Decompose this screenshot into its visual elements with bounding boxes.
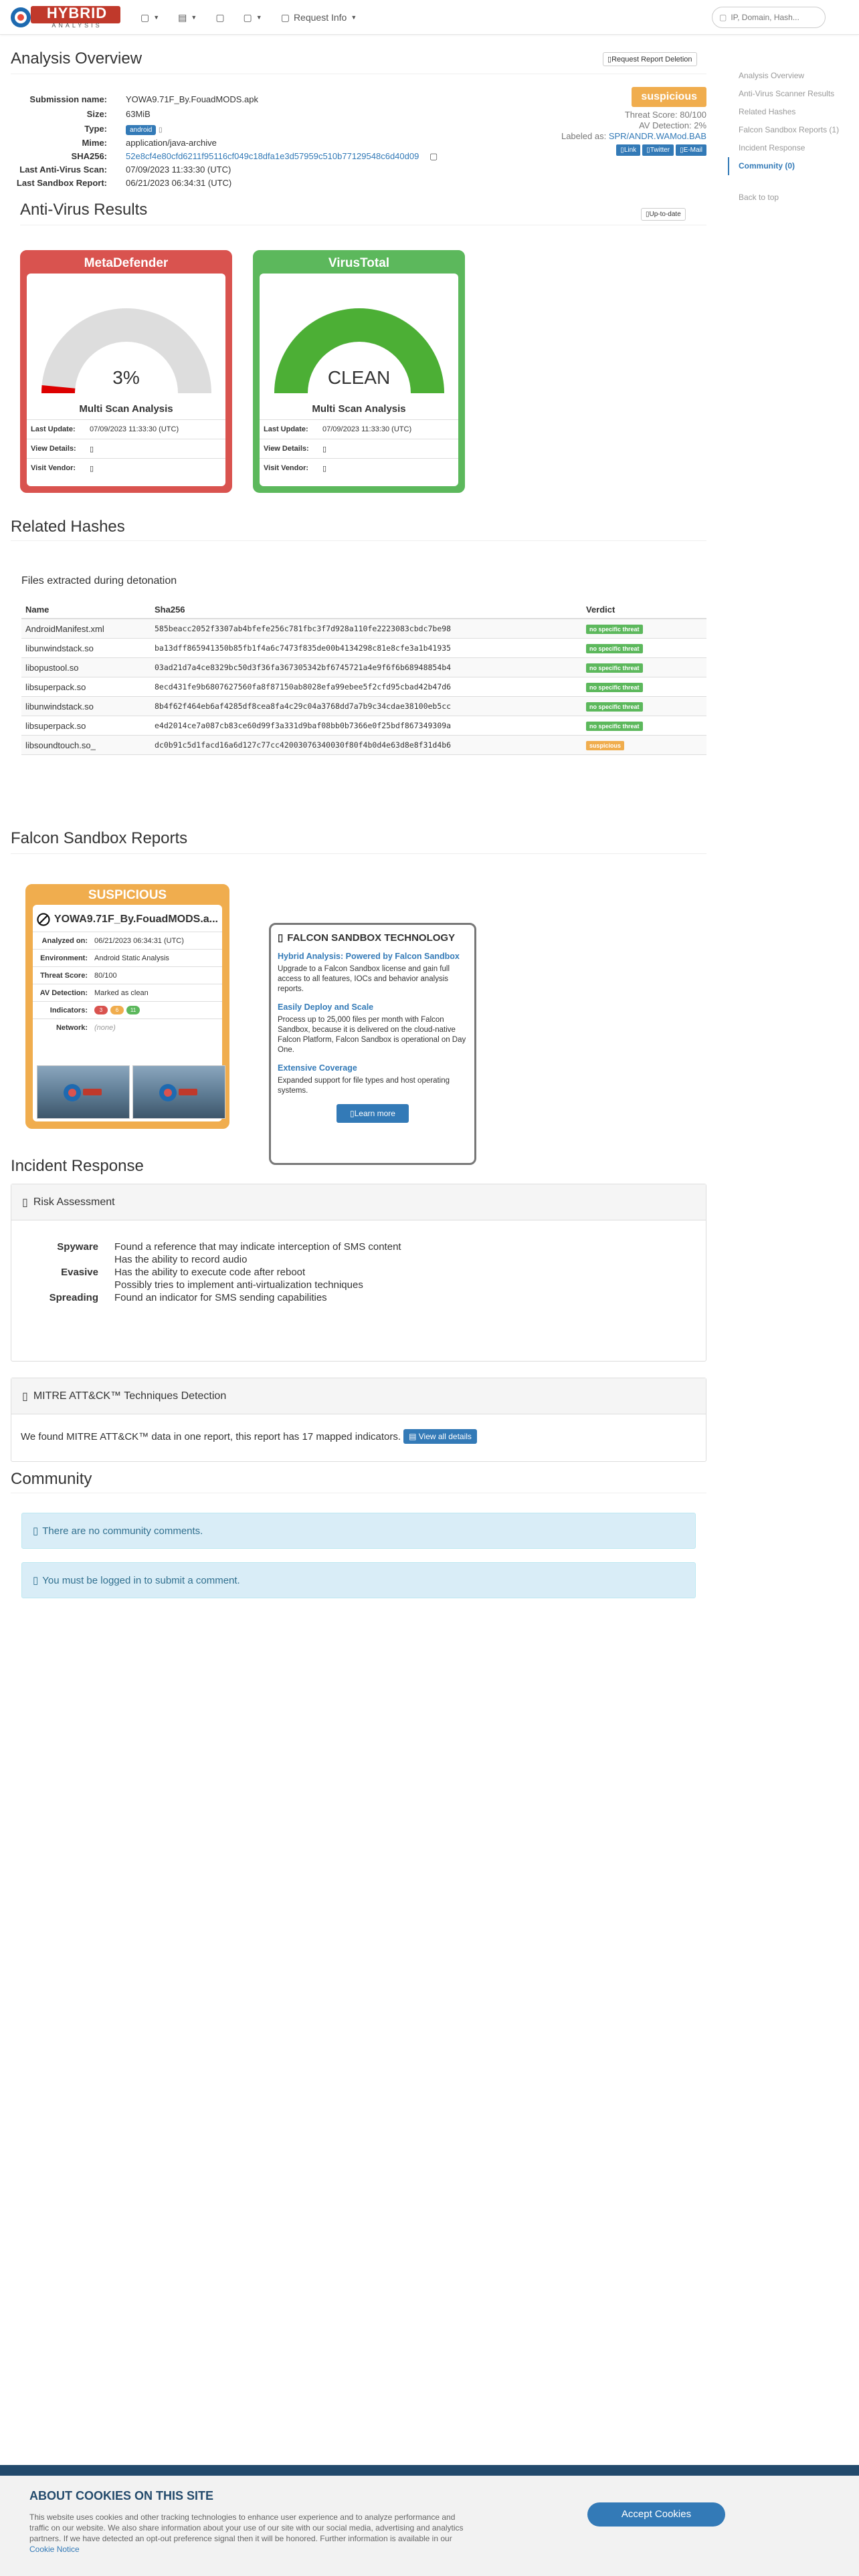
section-nav-related-hashes[interactable]: Related Hashes [739,107,796,116]
external-link-icon[interactable]: ▯ [90,464,94,473]
last-update-row [27,419,225,439]
nav-list-menu[interactable] [178,12,197,23]
up-to-date-label: Up-to-date [649,211,681,218]
field-value: application/java-archive [126,138,217,148]
risk-items [114,1291,327,1304]
extracted-files-subtitle: Files extracted during detonation [21,575,177,586]
section-nav-falcon-reports[interactable]: Falcon Sandbox Reports (1) [739,125,840,134]
falcon-row [33,932,222,950]
learn-more-label: Learn more [354,1109,395,1118]
av-card-details [27,419,225,477]
screenshot-thumbnail[interactable] [37,1065,130,1119]
share-email-label: E-Mail [683,146,702,154]
field-label: Type: [84,124,107,134]
visit-vendor-label: Visit Vendor: [31,464,76,472]
table-row [21,716,706,736]
verdict-label: no specific threat [586,722,643,731]
file-sha256[interactable]: 8ecd431fe9b6807627560fa8f87150ab8028efa99ebee5f2cfd95cbad42b47d6 [155,682,452,691]
no-comments-alert [21,1513,696,1549]
field-value [126,150,438,163]
field-value: 63MiB [126,109,151,119]
file-sha256[interactable]: ba13dff865941350b85fb1f4a6c7473f835de00b4134298c81e8cfe3a1b41935 [155,643,452,653]
file-name: libsuperpack.so [25,681,86,692]
file-sha256[interactable]: e4d2014ce7a087cb83ce60d99f3a331d9baf08bb0b7366e0f25bdf867349309a [155,721,452,730]
field-sha256 [11,150,492,163]
falcon-technology-card [269,923,476,1165]
suspicious-indicator-count: 6 [110,1006,124,1014]
risk-row-evasive [11,1266,706,1291]
overview-fields [11,92,492,190]
risk-row-spreading [11,1291,706,1304]
field-mime [11,136,492,150]
field-size [11,107,492,122]
share-twitter-label: Twitter [650,146,670,154]
view-details-row [260,439,458,458]
tech-section-heading: Hybrid Analysis: Powered by Falcon Sandbox [278,952,460,961]
gauge-value: CLEAN [327,367,391,388]
av-card-title: MetaDefender [84,256,169,270]
table-row [21,658,706,677]
share-twitter-button[interactable] [642,144,674,156]
panel-header[interactable] [11,1378,706,1414]
info-icon: ▢ [280,11,290,23]
file-name: AndroidManifest.xml [25,623,104,634]
risk-assessment-panel [11,1184,706,1362]
falcon-row-label: Threat Score: [40,971,88,980]
type-badge: android [126,125,156,135]
incident-response-title: Incident Response [11,1157,144,1175]
info-icon[interactable]: ▯ [158,126,163,134]
refresh-icon: ▯ [646,211,650,218]
view-all-details-button[interactable] [403,1429,477,1444]
av-card-title: VirusTotal [328,256,390,270]
tech-section-text: Upgrade to a Falcon Sandbox license and gain full access to all features, IOCs and behavior analysis reports. [278,965,450,993]
risk-item: Has the ability to record audio [114,1254,248,1265]
av-card-subtitle: Multi Scan Analysis [79,403,173,415]
table-row [21,697,706,716]
list-icon: ▯ [22,1390,28,1402]
column-header-sha256: Sha256 [155,604,185,615]
field-last-av-scan [11,163,492,177]
falcon-row-value: (none) [94,1024,116,1032]
malicious-indicator-count: 3 [94,1006,108,1014]
caret-down-icon: ▼ [191,14,197,21]
file-sha256[interactable]: 03ad21d7a4ce8329bc50d3f36fa367305342bf6745721a4e9f6f6b68948854b4 [155,663,452,672]
cookie-title: ABOUT COOKIES ON THIS SITE [29,2489,214,2502]
falcon-row-value: Marked as clean [94,988,149,997]
logo-text-top: HYBRID [46,5,108,21]
mitre-text: We found MITRE ATT&CK™ data in one report, this report has 17 mapped indicators. [21,1430,401,1442]
external-link-icon[interactable]: ▯ [322,445,327,453]
search-input[interactable] [731,13,818,22]
mitre-panel [11,1378,706,1462]
falcon-row-value: 80/100 [94,971,117,980]
file-name: libsuperpack.so [25,720,86,731]
falcon-row-label: Analyzed on: [41,936,88,945]
accept-cookies-button[interactable]: Accept Cookies [587,2502,725,2527]
info-icon: ▯ [350,1109,355,1118]
share-email-button[interactable] [676,144,706,156]
falcon-row-indicators [33,1002,222,1019]
gauge-value: 3% [112,367,140,388]
request-deletion-button[interactable] [603,52,697,66]
search-box[interactable] [712,7,826,28]
app-splash-image [37,1066,130,1119]
envelope-icon: ▯ [680,146,684,154]
verdict-label: no specific threat [586,702,643,712]
tech-card-title-text: FALCON SANDBOX TECHNOLOGY [287,932,456,944]
last-update-value: 07/09/2023 11:33:30 (UTC) [90,425,179,433]
table-row [21,736,706,755]
caret-down-icon: ▼ [351,14,357,21]
cookie-banner [0,2465,859,2576]
field-label: Submission name: [29,94,107,104]
verdict-label: suspicious [586,741,624,750]
file-sha256[interactable]: 8b4f62f464eb6af4285df8cea8fa4c29c04a3768dd7a7b9c34cdae38100eb5cc [155,702,452,711]
list-icon: ▯ [22,1196,28,1208]
file-name: libsoundtouch.so_ [25,740,96,750]
app-splash-image [133,1066,226,1119]
falcon-row-label: Network: [56,1024,88,1032]
informative-indicator-count: 11 [126,1006,140,1014]
nav-request-info[interactable] [281,12,357,23]
community-title: Community [11,1470,92,1488]
field-label: Size: [86,109,107,119]
link-icon: ▯ [620,146,624,154]
divider [11,540,706,541]
verdict-label: no specific threat [586,683,643,692]
risk-items [114,1266,363,1291]
risk-category: Spreading [49,1292,98,1303]
tech-section-text: Process up to 25,000 files per month with Falcon Sandbox, because it is delivered on the cloud-native Falcon Platform, Falcon Sandbox is operational on Day One. [278,1016,466,1054]
panel-header[interactable] [11,1184,706,1220]
navbar [0,0,859,35]
nav-menu [140,0,357,35]
list-icon: ▤ [409,1432,417,1441]
panel-title: MITRE ATT&CK™ Techniques Detection [33,1390,227,1402]
av-results-title: Anti-Virus Results [20,201,148,219]
file-sha256[interactable]: dc0b91c5d1facd16a6d127c77cc42003076340030f80f4b0d4e63d8e8f31d4b6 [155,740,452,750]
logo-text-bottom: ANALYSIS [52,22,102,29]
file-verdict [582,681,706,692]
file-verdict [582,662,706,673]
info-icon: ▯ [33,1525,39,1537]
field-label: Last Sandbox Report: [16,178,107,188]
cookie-text-body: This website uses cookies and other tracking technologies to enhance user experience and to analyze performance and traffic on our website. We also share information about your use of our site with our social media, advertising and analytics partners. If we have detected an opt-out preference signal then it will be honored. Further information is available in our [29,2512,464,2543]
login-required-alert [21,1562,696,1598]
trash-icon: ▯ [607,56,612,64]
divider [11,853,706,854]
file-name: libunwindstack.so [25,701,94,712]
falcon-row-label: Indicators: [50,1006,88,1014]
visit-vendor-row [260,458,458,477]
tech-section-heading: Extensive Coverage [278,1063,357,1073]
falcon-row [33,984,222,1002]
section-nav-overview[interactable]: Analysis Overview [739,71,805,80]
no-comments-text: There are no community comments. [42,1525,203,1537]
falcon-card-header: SUSPICIOUS [88,888,167,902]
falcon-row-label: AV Detection: [39,988,88,997]
verdict-label: no specific threat [586,644,643,653]
labeled-as-link[interactable]: SPR/ANDR.WAMod.BAB [608,131,706,141]
wrench-icon: ▢ [215,11,225,23]
risk-item: Found an indicator for SMS sending capabilities [114,1292,327,1303]
av-card-metadefender [20,250,232,493]
nav-resources-menu[interactable] [244,12,262,23]
file-name: libunwindstack.so [25,643,94,653]
tech-card-title [278,932,468,944]
file-verdict [582,623,706,634]
field-label: Last Anti-Virus Scan: [19,165,107,175]
verdict-label: no specific threat [586,663,643,673]
falcon-report-card[interactable] [25,884,229,1129]
falcon-row [33,967,222,984]
verdict-badge: suspicious [632,87,706,107]
field-value: YOWA9.71F_By.FouadMODS.apk [126,94,258,104]
list-icon: ▤ [178,11,187,23]
threat-score: Threat Score: 80/100 [624,110,706,120]
file-verdict [582,701,706,712]
file-verdict [582,720,706,731]
view-details-label: View Details: [31,445,76,453]
login-required-text: You must be logged in to submit a comment. [42,1574,240,1586]
last-update-label: Last Update: [264,425,308,433]
field-label: Mime: [82,138,107,148]
falcon-row-value: Android Static Analysis [94,954,169,962]
falcon-row [33,950,222,967]
last-update-row [260,419,458,439]
table-header [21,601,706,619]
share-buttons [546,144,706,156]
file-name: libopustool.so [25,662,79,673]
av-card-details [260,419,458,477]
up-to-date-button[interactable] [641,208,686,221]
field-value: 06/21/2023 06:34:31 (UTC) [126,178,232,188]
page-title: Analysis Overview [11,49,142,68]
last-update-label: Last Update: [31,425,76,433]
copy-icon[interactable]: ▢ [429,151,438,161]
section-nav-community[interactable]: Community (0) [728,157,855,175]
falcon-row-network [33,1019,222,1037]
last-update-value: 07/09/2023 11:33:30 (UTC) [322,425,412,433]
risk-item: Has the ability to execute code after reboot [114,1267,306,1278]
risk-items [114,1241,401,1266]
external-link-icon[interactable]: ▯ [90,445,94,453]
visit-vendor-row [27,458,225,477]
risk-item: Found a reference that may indicate interception of SMS content [114,1241,401,1253]
twitter-icon: ▯ [646,146,650,154]
field-submission-name [11,92,492,107]
caret-down-icon: ▼ [256,14,262,21]
nav-tools-link[interactable] [215,12,224,23]
labeled-as-label: Labeled as: [561,131,607,141]
falcon-file-name: YOWA9.71F_By.FouadMODS.a... [54,914,218,925]
file-icon: ▢ [140,11,150,23]
av-card-body [260,274,458,486]
section-nav-av-results[interactable]: Anti-Virus Scanner Results [739,89,835,98]
cookie-text [29,2512,471,2555]
info-icon: ▯ [33,1575,39,1586]
falcon-card-body [33,905,222,1121]
request-deletion-label: Request Report Deletion [611,56,692,64]
av-detection: AV Detection: 2% [639,120,706,130]
file-verdict [582,643,706,653]
falcon-card-title [33,905,222,932]
visit-vendor-label: Visit Vendor: [264,464,309,472]
tech-section-text: Expanded support for file types and host operating systems. [278,1077,450,1095]
field-value [126,122,163,136]
cookie-notice-link[interactable]: Cookie Notice [29,2545,80,2554]
back-to-top-link[interactable]: Back to top [739,193,779,202]
sha256-link[interactable]: 52e8cf4e80cfd6211f95116cf049c18dfa1e3d57959c510b77129548c6d40d09 [126,151,419,161]
section-nav [728,67,855,207]
falcon-row-label: Environment: [40,954,88,962]
nav-file-menu[interactable] [140,12,159,23]
mitre-body [11,1414,706,1444]
table-row [21,677,706,697]
risk-row-spyware [11,1241,706,1266]
hashes-table [21,601,706,755]
panel-title: Risk Assessment [33,1196,115,1208]
risk-item: Possibly tries to implement anti-virtualization techniques [114,1279,363,1291]
field-label: SHA256: [71,151,107,161]
view-details-row [27,439,225,458]
view-details-label: View Details: [264,445,309,453]
field-type [11,122,492,136]
share-link-button[interactable] [616,144,640,156]
external-link-icon[interactable]: ▯ [322,464,327,473]
labeled-as [546,131,706,142]
falcon-row-value: 06/21/2023 06:34:31 (UTC) [94,936,184,945]
falcon-reports-title: Falcon Sandbox Reports [11,829,188,847]
shield-icon: ▯ [278,932,284,944]
verdict-box [546,87,706,156]
android-block-icon [37,910,50,929]
related-hashes-title: Related Hashes [11,518,125,536]
table-row [21,639,706,658]
screenshot-thumbnail[interactable] [132,1065,225,1119]
risk-category: Evasive [61,1267,98,1278]
search-icon: ▢ [719,13,727,22]
section-nav-incident-response[interactable]: Incident Response [739,143,805,152]
av-card-virustotal [253,250,465,493]
tech-section-heading: Easily Deploy and Scale [278,1002,374,1012]
verdict-label: no specific threat [586,625,643,634]
caret-down-icon: ▼ [153,14,160,21]
field-value: 07/09/2023 11:33:30 (UTC) [126,165,231,175]
table-row [21,619,706,639]
av-card-subtitle: Multi Scan Analysis [312,403,406,415]
column-header-verdict: Verdict [586,604,615,615]
file-sha256[interactable]: 585beacc2052f3307ab4bfefe256c781fbc3f7d928a110fe2223083cbdc7be98 [155,624,452,633]
request-info-label: Request Info [293,12,347,23]
file-verdict [582,740,706,750]
learn-more-button[interactable] [337,1104,409,1123]
book-icon: ▢ [243,11,252,23]
risk-list [11,1220,706,1304]
av-card-body [27,274,225,486]
screenshot-thumbnails [37,1065,225,1119]
risk-category: Spyware [57,1241,98,1253]
share-link-label: Link [624,146,637,154]
column-header-name: Name [25,604,50,615]
view-all-details-label: View all details [418,1432,472,1441]
field-last-sandbox-report [11,177,492,190]
